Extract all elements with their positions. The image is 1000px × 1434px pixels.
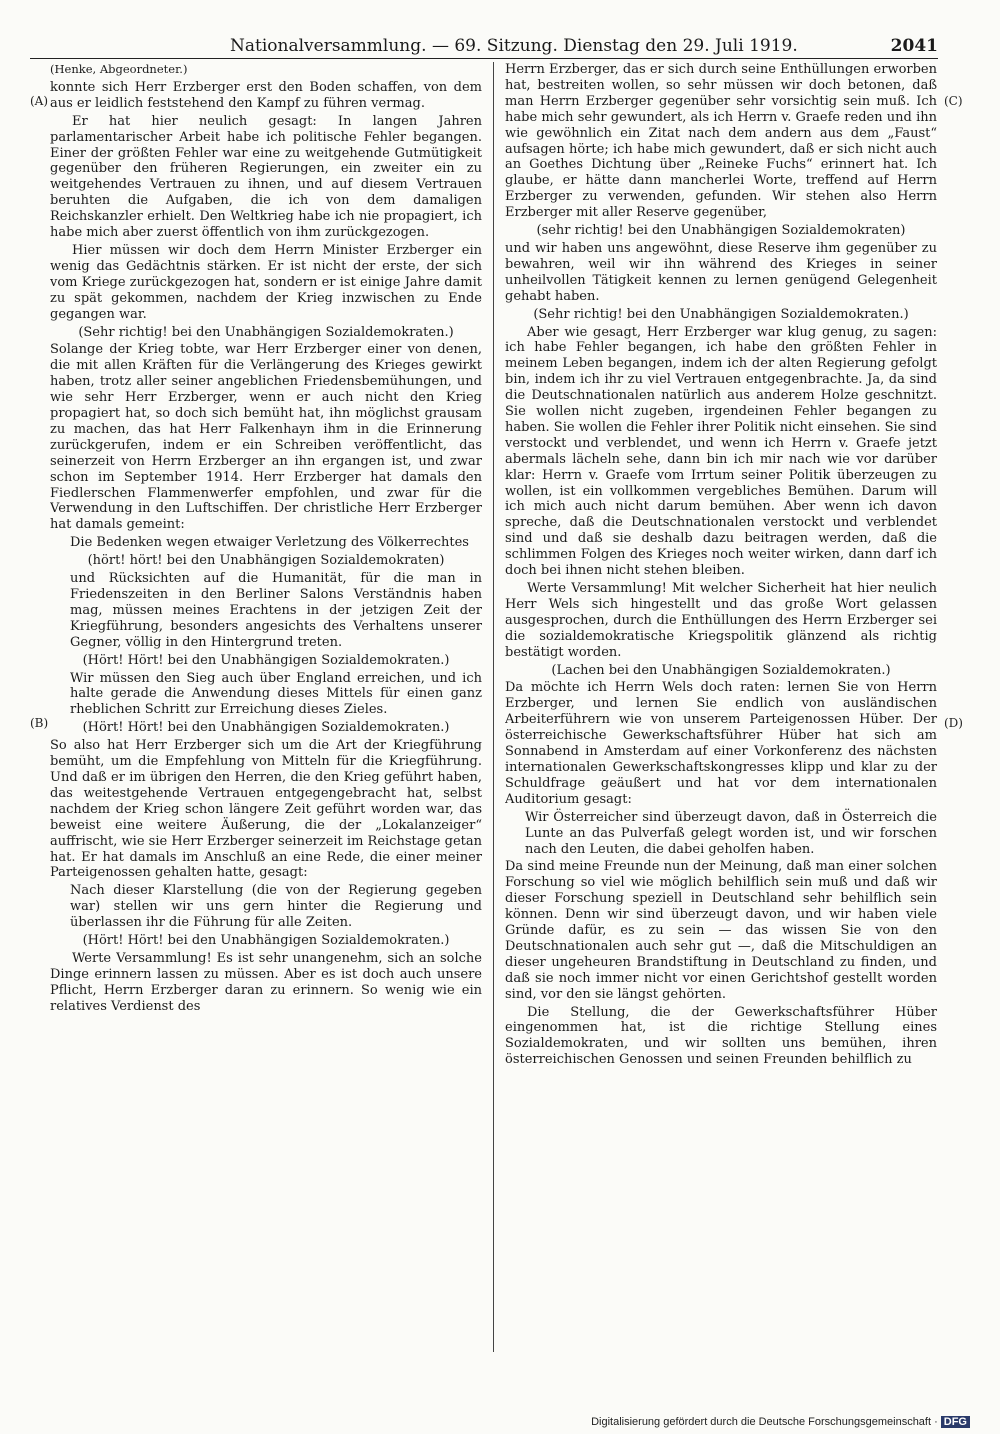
paragraph: Werte Versammlung! Es ist sehr unangenehm, sich an solche Dinge erinnern lassen zu müssen. Aber es ist doch auch unsere Pflicht, Herrn Erzberger daran zu erinnern. So wenig wie ein relatives Verdienst des — [50, 950, 482, 1014]
paragraph: Hier müssen wir doch dem Herrn Minister Erzberger ein wenig das Gedächtnis stärken. Er ist nicht der erste, der sich vom Kriege zurückgezogen hat, sondern er ist einige Jahre damit zu spät gekommen, nachdem der Krieg inzwischen zu Ende gegangen war. — [50, 242, 482, 322]
running-title: Nationalversammlung. — 69. Sitzung. Dienstag den 29. Juli 1919. — [230, 36, 798, 56]
interjection: (Hört! Hört! bei den Unabhängigen Sozialdemokraten.) — [82, 720, 450, 736]
paragraph: Da sind meine Freunde nun der Meinung, daß man einer solchen Forschung so viel wie möglich behilflich sein muß und daß wir dieser Forschung speziell in Deutschland sehr behilflich sein können. Denn wir sind überzeugt davon, und wir haben viele Gründe dafür, es zu sein — das wissen Sie von den Deutschnationalen auch sehr gut —, daß die Mitschuldigen an dieser ungeheuren Brandstiftung in Deutschland zu finden, und daß sie noch immer nicht vor einen Gerichtshof gestellt worden sind, vor den sie längst gehörten. — [505, 859, 937, 1002]
quotation: Wir Österreicher sind überzeugt davon, daß in Österreich die Lunte an das Pulverfaß gelegt worden ist, und wir forschen nach den Leuten, die dabei geholfen haben. — [525, 809, 937, 857]
paragraph: Die Stellung, die der Gewerkschaftsführer Hüber eingenommen hat, ist die richtige Stellung eines Sozialdemokraten, und wir sollten uns bemühen, ihren österreichischen Genossen und seinen Freunden behilflich zu — [505, 1004, 937, 1068]
interjection: (Hört! Hört! bei den Unabhängigen Sozialdemokraten.) — [82, 652, 450, 668]
quotation: und Rücksichten auf die Humanität, für die man in Friedenszeiten in den Berliner Salons Verständnis haben mag, müssen meines Erachtens in der jetzigen Zeit der Kriegführung, besonders angesichts des Verhaltens unserer Gegner, völlig in den Hintergrund treten. — [70, 571, 482, 650]
column-divider — [493, 62, 494, 1352]
paragraph: Werte Versammlung! Mit welcher Sicherheit hat hier neulich Herr Wels sich hingestellt und das große Wort gelassen ausgesprochen, durch die Enthüllungen des Herrn Erzberger sei die sozialdemokratische Kriegspolitik glänzend als richtig bestätigt worden. — [505, 581, 937, 660]
page-number: 2041 — [890, 36, 938, 56]
interjection: (Lachen bei den Unabhängigen Sozialdemokraten.) — [551, 662, 891, 678]
interjection: (sehr richtig! bei den Unabhängigen Sozialdemokraten) — [536, 223, 906, 239]
interjection: (Sehr richtig! bei den Unabhängigen Sozialdemokraten.) — [78, 324, 454, 340]
quotation: Wir müssen den Sieg auch über England erreichen, und ich halte gerade die Anwendung dieses Mittels für einen ganz rheblichen Schritt zur Erreichung dieses Zieles. — [70, 670, 482, 718]
right-column — [505, 62, 937, 1362]
margin-mark-b: (B) — [30, 716, 49, 730]
interjection: (hört! hört! bei den Unabhängigen Sozialdemokraten) — [87, 553, 445, 569]
credit-text: Digitalisierung gefördert durch die Deutsche Forschungsgemeinschaft · — [591, 1416, 938, 1428]
digitization-credit — [591, 1416, 970, 1428]
paragraph: Solange der Krieg tobte, war Herr Erzberger einer von denen, die mit allen Kräften für die Verlängerung des Krieges gewirkt haben, trotz aller seiner angeblichen Friedensbemühungen, und wie sehr Herr Erzberger, wenn er auch nicht den Krieg propagiert hat, so doch sich bemüht hat, ihn möglichst grausam zu machen, das hat Herr Falkenhayn ihm in die Erinnerung zurückgerufen, indem er ein Schreiben veröffentlicht, das seinerzeit von Herrn Erzberger an ihn ergangen ist, und zwar schon im September 1914. Herr Erzberger hat damals den Fiedlerschen Flammenwerfer empfohlen, und zwar für die Verwendung in den Luftschiffen. Der christliche Herr Erzberger hat damals gemeint: — [50, 342, 482, 533]
paragraph: und wir haben uns angewöhnt, diese Reserve ihm gegenüber zu bewahren, weil wir ihn während des Krieges in seiner unheilvollen Tätigkeit kennen zu lernen genügend Gelegenheit gehabt haben. — [505, 240, 937, 304]
quotation: Die Bedenken wegen etwaiger Verletzung des Völkerrechtes — [70, 535, 469, 551]
margin-mark-a: (A) — [30, 94, 49, 108]
paragraph: Aber wie gesagt, Herr Erzberger war klug genug, zu sagen: ich habe Fehler begangen, ich habe den größten Fehler in meinem Leben begangen, indem ich der alten Regierung gefolgt bin, indem ich ihr zu viel Vertrauen entgegenbrachte. Ja, da sind die Deutschnationalen natürlich aus anderem Holze geschnitzt. Sie wollen nicht zugeben, irgendeinen Fehler begangen zu haben. Sie wollen die Fehler ihrer Politik nicht einsehen. Sie sind verstockt und verblendet, und wenn ich Herrn v. Graefe jetzt abermals lächeln sehe, dann bin ich mir nach wie vor darüber klar: Herrn v. Graefe vom Irrtum seiner Politik überzeugen zu wollen, ist ein vollkommen vergebliches Bemühen. Darum will ich mich auch nicht darum bemühen. Aber wenn ich davon spreche, daß die Deutschnationalen verstockt und verblendet sind und daß sie deshalb dazu beitragen werden, daß die schlimmen Folgen des Krieges noch weiter wirken, dann darf ich doch bei ihnen nicht stehen bleiben. — [505, 324, 937, 579]
paragraph: So also hat Herr Erzberger sich um die Art der Kriegführung bemüht, um die Empfehlung von Mitteln für die Kriegführung. Und daß er im übrigen den Herren, die den Krieg geführt haben, das weitestgehende Vertrauen entgegengebracht hat, selbst nachdem der Krieg schon längere Zeit geführt worden war, das beweist eine weitere Äußerung, die der „Lokalanzeiger“ auffrischt, wie sie Herr Erzberger seinerzeit im Reichstage getan hat. Er hat damals im Anschluß an eine Rede, die einer meiner Parteigenossen gehalten hatte, gesagt: — [50, 738, 482, 881]
paragraph: Herrn Erzberger, das er sich durch seine Enthüllungen erworben hat, bestreiten wollen, so sehr müssen wir doch betonen, daß man Herrn Erzberger gegenüber sehr vorsichtig sein muß. Ich habe mich sehr gewundert, als ich Herrn v. Graefe reden und ihn wie gewöhnlich ein Zitat nach dem andern aus dem „Faust“ aufsagen hörte; ich habe mich gewundert, daß er sich nicht auch an Goethes Dichtung über „Reineke Fuchs“ erinnert hat. Ich glaube, er hätte dann mancherlei Worte, treffend auf Herrn Erzberger zu verwenden, gefunden. Wir stehen also Herrn Erzberger mit aller Reserve gegenüber, — [505, 62, 937, 221]
interjection: (Sehr richtig! bei den Unabhängigen Sozialdemokraten.) — [533, 306, 909, 322]
paragraph: Da möchte ich Herrn Wels doch raten: lernen Sie von Herrn Erzberger, und lernen Sie endlich von ausländischen Arbeiterführern wie von unserem Parteigenossen Hüber. Der österreichische Gewerkschaftsführer Hüber hat sich am Sonnabend in Amsterdam auf einer Vorkonferenz des nächsten internationalen Gewerkschaftskongresses klipp und klar zu der Schuldfrage geäußert und hat vor dem internationalen Auditorium gesagt: — [505, 680, 937, 807]
paragraph: Er hat hier neulich gesagt: In langen Jahren parlamentarischer Arbeit habe ich politische Fehler begangen. Einer der größten Fehler war eine zu weitgehende Gutmütigkeit gegenüber den früheren Regierungen, ein zweiter ein zu weitgehendes Vertrauen zu ihnen, und auf diesem Vertrauen beruhten die Aufgaben, die ich von dem damaligen Reichskanzler erhielt. Den Weltkrieg habe ich nie propagiert, ich habe mich aber zuerst öffentlich von ihm zurückgezogen. — [50, 113, 482, 241]
margin-mark-c: (C) — [944, 94, 963, 108]
left-column — [50, 62, 482, 1362]
speaker-note: (Henke, Abgeordneter.) — [50, 62, 188, 76]
dfg-logo: DFG — [941, 1416, 970, 1428]
paragraph: konnte sich Herr Erzberger erst den Boden schaffen, von dem aus er leidlich feststehend den Kampf zu führen vermag. — [50, 79, 482, 111]
page-header — [30, 34, 938, 59]
quotation: Nach dieser Klarstellung (die von der Regierung gegeben war) stellen wir uns gern hinter die Regierung und überlassen ihr die Führung für alle Zeiten. — [70, 883, 482, 931]
margin-mark-d: (D) — [944, 716, 963, 730]
interjection: (Hört! Hört! bei den Unabhängigen Sozialdemokraten.) — [82, 933, 450, 949]
